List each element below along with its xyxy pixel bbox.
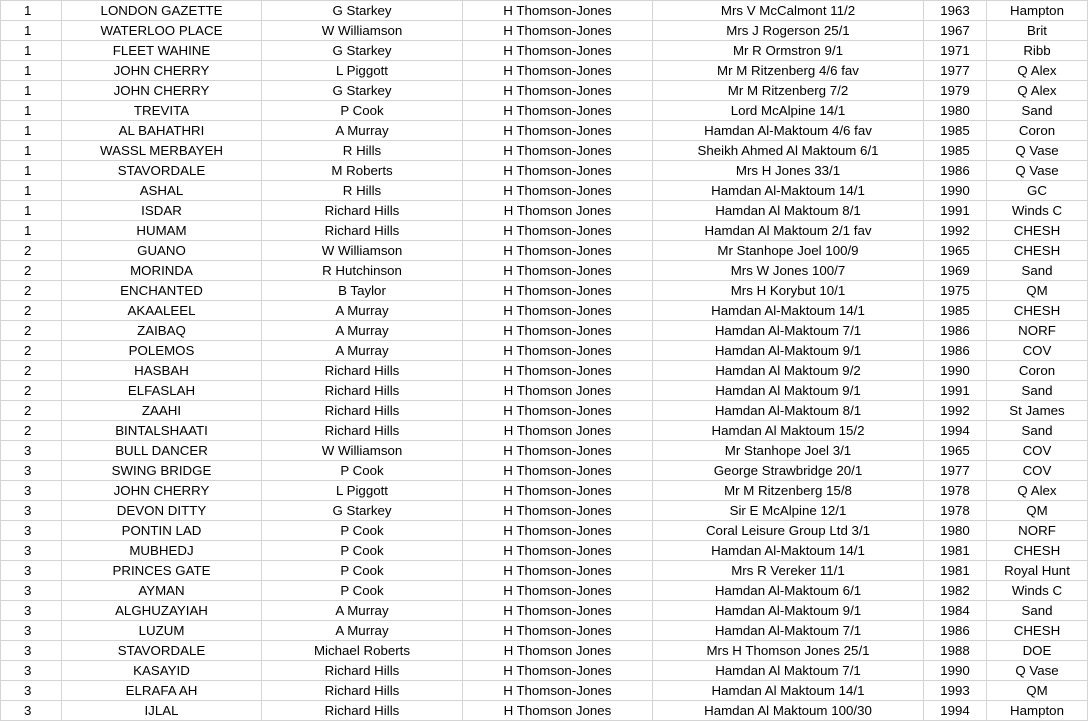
table-row bbox=[1, 301, 1088, 321]
race-cell[interactable]: Ribb bbox=[987, 41, 1088, 61]
year-cell[interactable]: 1994 bbox=[924, 421, 987, 441]
jockey-cell[interactable]: P Cook bbox=[262, 461, 463, 481]
trainer-cell[interactable]: H Thomson-Jones bbox=[463, 1, 653, 21]
owner-odds-cell[interactable]: Mr Stanhope Joel 100/9 bbox=[653, 241, 924, 261]
trainer-cell[interactable]: H Thomson-Jones bbox=[463, 501, 653, 521]
jockey-cell[interactable]: B Taylor bbox=[262, 281, 463, 301]
owner-odds-cell[interactable]: Hamdan Al Maktoum 14/1 bbox=[653, 681, 924, 701]
position-cell[interactable]: 3 bbox=[1, 641, 62, 661]
jockey-cell[interactable]: G Starkey bbox=[262, 1, 463, 21]
trainer-cell[interactable]: H Thomson-Jones bbox=[463, 461, 653, 481]
position-cell[interactable]: 1 bbox=[1, 1, 62, 21]
trainer-cell[interactable]: H Thomson-Jones bbox=[463, 281, 653, 301]
year-cell[interactable]: 1990 bbox=[924, 661, 987, 681]
race-cell[interactable]: Q Alex bbox=[987, 61, 1088, 81]
table-row bbox=[1, 661, 1088, 681]
table-row bbox=[1, 101, 1088, 121]
jockey-cell[interactable]: P Cook bbox=[262, 561, 463, 581]
trainer-cell[interactable]: H Thomson-Jones bbox=[463, 441, 653, 461]
horse-cell[interactable]: ZAIBAQ bbox=[62, 321, 262, 341]
position-cell[interactable]: 1 bbox=[1, 41, 62, 61]
year-cell[interactable]: 1965 bbox=[924, 441, 987, 461]
jockey-cell[interactable]: Richard Hills bbox=[262, 201, 463, 221]
owner-odds-cell[interactable]: Hamdan Al-Maktoum 7/1 bbox=[653, 621, 924, 641]
year-cell[interactable]: 1971 bbox=[924, 41, 987, 61]
table-row bbox=[1, 561, 1088, 581]
jockey-cell[interactable]: Richard Hills bbox=[262, 221, 463, 241]
jockey-cell[interactable]: A Murray bbox=[262, 321, 463, 341]
owner-odds-cell[interactable]: Hamdan Al-Maktoum 6/1 bbox=[653, 581, 924, 601]
race-cell[interactable]: QM bbox=[987, 501, 1088, 521]
trainer-cell[interactable]: H Thomson-Jones bbox=[463, 581, 653, 601]
horse-cell[interactable]: WASSL MERBAYEH bbox=[62, 141, 262, 161]
jockey-cell[interactable]: G Starkey bbox=[262, 501, 463, 521]
jockey-cell[interactable]: Richard Hills bbox=[262, 401, 463, 421]
horse-cell[interactable]: FLEET WAHINE bbox=[62, 41, 262, 61]
year-cell[interactable]: 1977 bbox=[924, 61, 987, 81]
race-cell[interactable]: Q Alex bbox=[987, 481, 1088, 501]
trainer-cell[interactable]: H Thomson-Jones bbox=[463, 21, 653, 41]
table-row bbox=[1, 581, 1088, 601]
owner-odds-cell[interactable]: Hamdan Al-Maktoum 14/1 bbox=[653, 181, 924, 201]
trainer-cell[interactable]: H Thomson Jones bbox=[463, 701, 653, 721]
jockey-cell[interactable]: Richard Hills bbox=[262, 361, 463, 381]
position-cell[interactable]: 2 bbox=[1, 381, 62, 401]
owner-odds-cell[interactable]: Hamdan Al Maktoum 8/1 bbox=[653, 201, 924, 221]
owner-odds-cell[interactable]: Mr Stanhope Joel 3/1 bbox=[653, 441, 924, 461]
owner-odds-cell[interactable]: Mrs H Jones 33/1 bbox=[653, 161, 924, 181]
trainer-cell[interactable]: H Thomson-Jones bbox=[463, 681, 653, 701]
owner-odds-cell[interactable]: Hamdan Al Maktoum 15/2 bbox=[653, 421, 924, 441]
table-row bbox=[1, 701, 1088, 721]
horse-cell[interactable]: DEVON DITTY bbox=[62, 501, 262, 521]
year-cell[interactable]: 1992 bbox=[924, 401, 987, 421]
trainer-cell[interactable]: H Thomson Jones bbox=[463, 641, 653, 661]
race-cell[interactable]: QM bbox=[987, 281, 1088, 301]
position-cell[interactable]: 3 bbox=[1, 601, 62, 621]
table-row bbox=[1, 401, 1088, 421]
horse-cell[interactable]: STAVORDALE bbox=[62, 641, 262, 661]
trainer-cell[interactable]: H Thomson-Jones bbox=[463, 481, 653, 501]
horse-cell[interactable]: WATERLOO PLACE bbox=[62, 21, 262, 41]
year-cell[interactable]: 1985 bbox=[924, 141, 987, 161]
owner-odds-cell[interactable]: Hamdan Al-Maktoum 14/1 bbox=[653, 541, 924, 561]
table-row bbox=[1, 241, 1088, 261]
jockey-cell[interactable]: W Williamson bbox=[262, 441, 463, 461]
owner-odds-cell[interactable]: Mrs V McCalmont 11/2 bbox=[653, 1, 924, 21]
horse-cell[interactable]: ELRAFA AH bbox=[62, 681, 262, 701]
owner-odds-cell[interactable]: Hamdan Al-Maktoum 8/1 bbox=[653, 401, 924, 421]
trainer-cell[interactable]: H Thomson-Jones bbox=[463, 621, 653, 641]
table-row bbox=[1, 521, 1088, 541]
table-row bbox=[1, 261, 1088, 281]
horse-cell[interactable]: IJLAL bbox=[62, 701, 262, 721]
owner-odds-cell[interactable]: Mr M Ritzenberg 15/8 bbox=[653, 481, 924, 501]
table-row bbox=[1, 21, 1088, 41]
position-cell[interactable]: 1 bbox=[1, 141, 62, 161]
jockey-cell[interactable]: G Starkey bbox=[262, 81, 463, 101]
horse-cell[interactable]: BINTALSHAATI bbox=[62, 421, 262, 441]
horse-cell[interactable]: MORINDA bbox=[62, 261, 262, 281]
race-cell[interactable]: Hampton bbox=[987, 1, 1088, 21]
trainer-cell[interactable]: H Thomson-Jones bbox=[463, 521, 653, 541]
owner-odds-cell[interactable]: Mrs R Vereker 11/1 bbox=[653, 561, 924, 581]
jockey-cell[interactable]: Richard Hills bbox=[262, 381, 463, 401]
year-cell[interactable]: 1986 bbox=[924, 621, 987, 641]
position-cell[interactable]: 3 bbox=[1, 701, 62, 721]
position-cell[interactable]: 2 bbox=[1, 321, 62, 341]
horse-cell[interactable]: ELFASLAH bbox=[62, 381, 262, 401]
year-cell[interactable]: 1979 bbox=[924, 81, 987, 101]
race-cell[interactable]: Coron bbox=[987, 361, 1088, 381]
horse-cell[interactable]: ALGHUZAYIAH bbox=[62, 601, 262, 621]
jockey-cell[interactable]: A Murray bbox=[262, 621, 463, 641]
jockey-cell[interactable]: P Cook bbox=[262, 101, 463, 121]
jockey-cell[interactable]: A Murray bbox=[262, 121, 463, 141]
trainer-cell[interactable]: H Thomson-Jones bbox=[463, 81, 653, 101]
position-cell[interactable]: 2 bbox=[1, 421, 62, 441]
horse-cell[interactable]: AL BAHATHRI bbox=[62, 121, 262, 141]
year-cell[interactable]: 1994 bbox=[924, 701, 987, 721]
race-cell[interactable]: Coron bbox=[987, 121, 1088, 141]
year-cell[interactable]: 1993 bbox=[924, 681, 987, 701]
table-row bbox=[1, 541, 1088, 561]
position-cell[interactable]: 1 bbox=[1, 121, 62, 141]
horse-cell[interactable]: ENCHANTED bbox=[62, 281, 262, 301]
position-cell[interactable]: 1 bbox=[1, 221, 62, 241]
position-cell[interactable]: 3 bbox=[1, 501, 62, 521]
horse-cell[interactable]: PONTIN LAD bbox=[62, 521, 262, 541]
year-cell[interactable]: 1988 bbox=[924, 641, 987, 661]
owner-odds-cell[interactable]: Hamdan Al-Maktoum 7/1 bbox=[653, 321, 924, 341]
jockey-cell[interactable]: L Piggott bbox=[262, 481, 463, 501]
jockey-cell[interactable]: A Murray bbox=[262, 601, 463, 621]
position-cell[interactable]: 1 bbox=[1, 81, 62, 101]
race-cell[interactable]: NORF bbox=[987, 521, 1088, 541]
table-row bbox=[1, 321, 1088, 341]
position-cell[interactable]: 3 bbox=[1, 561, 62, 581]
race-cell[interactable]: Winds C bbox=[987, 581, 1088, 601]
table-row bbox=[1, 641, 1088, 661]
race-cell[interactable]: COV bbox=[987, 341, 1088, 361]
race-cell[interactable]: COV bbox=[987, 441, 1088, 461]
jockey-cell[interactable]: Richard Hills bbox=[262, 681, 463, 701]
year-cell[interactable]: 1981 bbox=[924, 561, 987, 581]
race-cell[interactable]: GC bbox=[987, 181, 1088, 201]
year-cell[interactable]: 1975 bbox=[924, 281, 987, 301]
table-row bbox=[1, 1, 1088, 21]
position-cell[interactable]: 2 bbox=[1, 341, 62, 361]
year-cell[interactable]: 1985 bbox=[924, 301, 987, 321]
horse-cell[interactable]: MUBHEDJ bbox=[62, 541, 262, 561]
trainer-cell[interactable]: H Thomson-Jones bbox=[463, 241, 653, 261]
trainer-cell[interactable]: H Thomson-Jones bbox=[463, 561, 653, 581]
owner-odds-cell[interactable]: Mrs J Rogerson 25/1 bbox=[653, 21, 924, 41]
jockey-cell[interactable]: P Cook bbox=[262, 581, 463, 601]
table-row bbox=[1, 481, 1088, 501]
horse-cell[interactable]: TREVITA bbox=[62, 101, 262, 121]
jockey-cell[interactable]: P Cook bbox=[262, 521, 463, 541]
jockey-cell[interactable]: W Williamson bbox=[262, 21, 463, 41]
position-cell[interactable]: 1 bbox=[1, 161, 62, 181]
race-cell[interactable]: Sand bbox=[987, 261, 1088, 281]
horse-cell[interactable]: LUZUM bbox=[62, 621, 262, 641]
table-row bbox=[1, 501, 1088, 521]
table-row bbox=[1, 601, 1088, 621]
race-cell[interactable]: Q Vase bbox=[987, 661, 1088, 681]
race-cell[interactable]: Royal Hunt bbox=[987, 561, 1088, 581]
year-cell[interactable]: 1986 bbox=[924, 321, 987, 341]
position-cell[interactable]: 2 bbox=[1, 241, 62, 261]
table-row bbox=[1, 121, 1088, 141]
table-row bbox=[1, 161, 1088, 181]
horse-cell[interactable]: JOHN CHERRY bbox=[62, 81, 262, 101]
table-row bbox=[1, 201, 1088, 221]
table-row bbox=[1, 141, 1088, 161]
year-cell[interactable]: 1977 bbox=[924, 461, 987, 481]
jockey-cell[interactable]: M Roberts bbox=[262, 161, 463, 181]
owner-odds-cell[interactable]: Mrs W Jones 100/7 bbox=[653, 261, 924, 281]
year-cell[interactable]: 1963 bbox=[924, 1, 987, 21]
jockey-cell[interactable]: R Hills bbox=[262, 181, 463, 201]
table-row bbox=[1, 361, 1088, 381]
table-row bbox=[1, 441, 1088, 461]
horse-cell[interactable]: ASHAL bbox=[62, 181, 262, 201]
horse-cell[interactable]: JOHN CHERRY bbox=[62, 481, 262, 501]
year-cell[interactable]: 1991 bbox=[924, 381, 987, 401]
owner-odds-cell[interactable]: Hamdan Al-Maktoum 14/1 bbox=[653, 301, 924, 321]
owner-odds-cell[interactable]: Sir E McAlpine 12/1 bbox=[653, 501, 924, 521]
owner-odds-cell[interactable]: Mr R Ormstron 9/1 bbox=[653, 41, 924, 61]
owner-odds-cell[interactable]: Hamdan Al Maktoum 7/1 bbox=[653, 661, 924, 681]
table-row bbox=[1, 681, 1088, 701]
table-row bbox=[1, 341, 1088, 361]
jockey-cell[interactable]: P Cook bbox=[262, 541, 463, 561]
trainer-cell[interactable]: H Thomson-Jones bbox=[463, 41, 653, 61]
horse-cell[interactable]: POLEMOS bbox=[62, 341, 262, 361]
year-cell[interactable]: 1980 bbox=[924, 101, 987, 121]
race-cell[interactable]: Q Vase bbox=[987, 161, 1088, 181]
owner-odds-cell[interactable]: Mr M Ritzenberg 4/6 fav bbox=[653, 61, 924, 81]
year-cell[interactable]: 1978 bbox=[924, 481, 987, 501]
trainer-cell[interactable]: H Thomson-Jones bbox=[463, 401, 653, 421]
year-cell[interactable]: 1969 bbox=[924, 261, 987, 281]
jockey-cell[interactable]: Richard Hills bbox=[262, 661, 463, 681]
table-row bbox=[1, 81, 1088, 101]
year-cell[interactable]: 1986 bbox=[924, 161, 987, 181]
jockey-cell[interactable]: G Starkey bbox=[262, 41, 463, 61]
jockey-cell[interactable]: A Murray bbox=[262, 301, 463, 321]
trainer-cell[interactable]: H Thomson Jones bbox=[463, 421, 653, 441]
position-cell[interactable]: 2 bbox=[1, 281, 62, 301]
owner-odds-cell[interactable]: Mrs H Thomson Jones 25/1 bbox=[653, 641, 924, 661]
owner-odds-cell[interactable]: Hamdan Al-Maktoum 9/1 bbox=[653, 341, 924, 361]
jockey-cell[interactable]: L Piggott bbox=[262, 61, 463, 81]
trainer-cell[interactable]: H Thomson-Jones bbox=[463, 61, 653, 81]
position-cell[interactable]: 2 bbox=[1, 261, 62, 281]
race-cell[interactable]: CHESH bbox=[987, 621, 1088, 641]
trainer-cell[interactable]: H Thomson-Jones bbox=[463, 361, 653, 381]
owner-odds-cell[interactable]: George Strawbridge 20/1 bbox=[653, 461, 924, 481]
race-cell[interactable]: Q Alex bbox=[987, 81, 1088, 101]
position-cell[interactable]: 3 bbox=[1, 681, 62, 701]
horse-cell[interactable]: AYMAN bbox=[62, 581, 262, 601]
horse-cell[interactable]: LONDON GAZETTE bbox=[62, 1, 262, 21]
year-cell[interactable]: 1978 bbox=[924, 501, 987, 521]
owner-odds-cell[interactable]: Lord McAlpine 14/1 bbox=[653, 101, 924, 121]
table-row bbox=[1, 41, 1088, 61]
trainer-cell[interactable]: H Thomson-Jones bbox=[463, 321, 653, 341]
position-cell[interactable]: 3 bbox=[1, 581, 62, 601]
horse-cell[interactable]: BULL DANCER bbox=[62, 441, 262, 461]
owner-odds-cell[interactable]: Hamdan Al-Maktoum 9/1 bbox=[653, 601, 924, 621]
jockey-cell[interactable]: Michael Roberts bbox=[262, 641, 463, 661]
year-cell[interactable]: 1986 bbox=[924, 341, 987, 361]
trainer-cell[interactable]: H Thomson-Jones bbox=[463, 181, 653, 201]
trainer-cell[interactable]: H Thomson-Jones bbox=[463, 221, 653, 241]
position-cell[interactable]: 3 bbox=[1, 661, 62, 681]
table-row bbox=[1, 461, 1088, 481]
race-cell[interactable]: Sand bbox=[987, 601, 1088, 621]
position-cell[interactable]: 2 bbox=[1, 401, 62, 421]
trainer-cell[interactable]: H Thomson-Jones bbox=[463, 261, 653, 281]
owner-odds-cell[interactable]: Hamdan Al Maktoum 9/2 bbox=[653, 361, 924, 381]
trainer-cell[interactable]: H Thomson Jones bbox=[463, 201, 653, 221]
year-cell[interactable]: 1992 bbox=[924, 221, 987, 241]
position-cell[interactable]: 2 bbox=[1, 301, 62, 321]
trainer-cell[interactable]: H Thomson-Jones bbox=[463, 121, 653, 141]
table-row bbox=[1, 281, 1088, 301]
race-cell[interactable]: St James bbox=[987, 401, 1088, 421]
race-cell[interactable]: DOE bbox=[987, 641, 1088, 661]
horse-cell[interactable]: SWING BRIDGE bbox=[62, 461, 262, 481]
race-cell[interactable]: CHESH bbox=[987, 301, 1088, 321]
owner-odds-cell[interactable]: Sheikh Ahmed Al Maktoum 6/1 bbox=[653, 141, 924, 161]
race-cell[interactable]: NORF bbox=[987, 321, 1088, 341]
horse-cell[interactable]: STAVORDALE bbox=[62, 161, 262, 181]
owner-odds-cell[interactable]: Hamdan Al Maktoum 100/30 bbox=[653, 701, 924, 721]
owner-odds-cell[interactable]: Hamdan Al-Maktoum 4/6 fav bbox=[653, 121, 924, 141]
year-cell[interactable]: 1990 bbox=[924, 361, 987, 381]
trainer-cell[interactable]: H Thomson-Jones bbox=[463, 601, 653, 621]
race-cell[interactable]: Brit bbox=[987, 21, 1088, 41]
horse-cell[interactable]: PRINCES GATE bbox=[62, 561, 262, 581]
race-cell[interactable]: Sand bbox=[987, 381, 1088, 401]
table-row bbox=[1, 421, 1088, 441]
jockey-cell[interactable]: A Murray bbox=[262, 341, 463, 361]
trainer-cell[interactable]: H Thomson-Jones bbox=[463, 141, 653, 161]
trainer-cell[interactable]: H Thomson-Jones bbox=[463, 161, 653, 181]
jockey-cell[interactable]: W Williamson bbox=[262, 241, 463, 261]
horse-cell[interactable]: HUMAM bbox=[62, 221, 262, 241]
jockey-cell[interactable]: Richard Hills bbox=[262, 701, 463, 721]
horse-cell[interactable]: GUANO bbox=[62, 241, 262, 261]
year-cell[interactable]: 1991 bbox=[924, 201, 987, 221]
year-cell[interactable]: 1982 bbox=[924, 581, 987, 601]
owner-odds-cell[interactable]: Coral Leisure Group Ltd 3/1 bbox=[653, 521, 924, 541]
position-cell[interactable]: 1 bbox=[1, 101, 62, 121]
position-cell[interactable]: 3 bbox=[1, 481, 62, 501]
position-cell[interactable]: 3 bbox=[1, 541, 62, 561]
race-cell[interactable]: Q Vase bbox=[987, 141, 1088, 161]
table-row bbox=[1, 621, 1088, 641]
position-cell[interactable]: 3 bbox=[1, 441, 62, 461]
table-row bbox=[1, 61, 1088, 81]
trainer-cell[interactable]: H Thomson-Jones bbox=[463, 301, 653, 321]
owner-odds-cell[interactable]: Hamdan Al Maktoum 9/1 bbox=[653, 381, 924, 401]
results-table-body bbox=[1, 1, 1088, 721]
trainer-cell[interactable]: H Thomson-Jones bbox=[463, 541, 653, 561]
position-cell[interactable]: 3 bbox=[1, 621, 62, 641]
year-cell[interactable]: 1980 bbox=[924, 521, 987, 541]
horse-cell[interactable]: KASAYID bbox=[62, 661, 262, 681]
year-cell[interactable]: 1981 bbox=[924, 541, 987, 561]
year-cell[interactable]: 1965 bbox=[924, 241, 987, 261]
owner-odds-cell[interactable]: Mrs H Korybut 10/1 bbox=[653, 281, 924, 301]
horse-cell[interactable]: JOHN CHERRY bbox=[62, 61, 262, 81]
horse-cell[interactable]: AKAALEEL bbox=[62, 301, 262, 321]
jockey-cell[interactable]: R Hutchinson bbox=[262, 261, 463, 281]
race-cell[interactable]: Sand bbox=[987, 101, 1088, 121]
year-cell[interactable]: 1984 bbox=[924, 601, 987, 621]
race-cell[interactable]: CHESH bbox=[987, 221, 1088, 241]
race-cell[interactable]: Hampton bbox=[987, 701, 1088, 721]
jockey-cell[interactable]: Richard Hills bbox=[262, 421, 463, 441]
jockey-cell[interactable]: R Hills bbox=[262, 141, 463, 161]
owner-odds-cell[interactable]: Hamdan Al Maktoum 2/1 fav bbox=[653, 221, 924, 241]
year-cell[interactable]: 1985 bbox=[924, 121, 987, 141]
year-cell[interactable]: 1967 bbox=[924, 21, 987, 41]
position-cell[interactable]: 3 bbox=[1, 521, 62, 541]
position-cell[interactable]: 3 bbox=[1, 461, 62, 481]
position-cell[interactable]: 1 bbox=[1, 21, 62, 41]
owner-odds-cell[interactable]: Mr M Ritzenberg 7/2 bbox=[653, 81, 924, 101]
race-cell[interactable]: QM bbox=[987, 681, 1088, 701]
horse-cell[interactable]: ISDAR bbox=[62, 201, 262, 221]
position-cell[interactable]: 1 bbox=[1, 181, 62, 201]
position-cell[interactable]: 1 bbox=[1, 61, 62, 81]
trainer-cell[interactable]: H Thomson-Jones bbox=[463, 101, 653, 121]
trainer-cell[interactable]: H Thomson-Jones bbox=[463, 341, 653, 361]
horse-cell[interactable]: HASBAH bbox=[62, 361, 262, 381]
race-cell[interactable]: Sand bbox=[987, 421, 1088, 441]
race-cell[interactable]: CHESH bbox=[987, 241, 1088, 261]
year-cell[interactable]: 1990 bbox=[924, 181, 987, 201]
trainer-cell[interactable]: H Thomson Jones bbox=[463, 381, 653, 401]
race-cell[interactable]: CHESH bbox=[987, 541, 1088, 561]
horse-cell[interactable]: ZAAHI bbox=[62, 401, 262, 421]
position-cell[interactable]: 1 bbox=[1, 201, 62, 221]
table-row bbox=[1, 221, 1088, 241]
trainer-cell[interactable]: H Thomson-Jones bbox=[463, 661, 653, 681]
race-cell[interactable]: COV bbox=[987, 461, 1088, 481]
table-row bbox=[1, 381, 1088, 401]
position-cell[interactable]: 2 bbox=[1, 361, 62, 381]
table-row bbox=[1, 181, 1088, 201]
race-cell[interactable]: Winds C bbox=[987, 201, 1088, 221]
